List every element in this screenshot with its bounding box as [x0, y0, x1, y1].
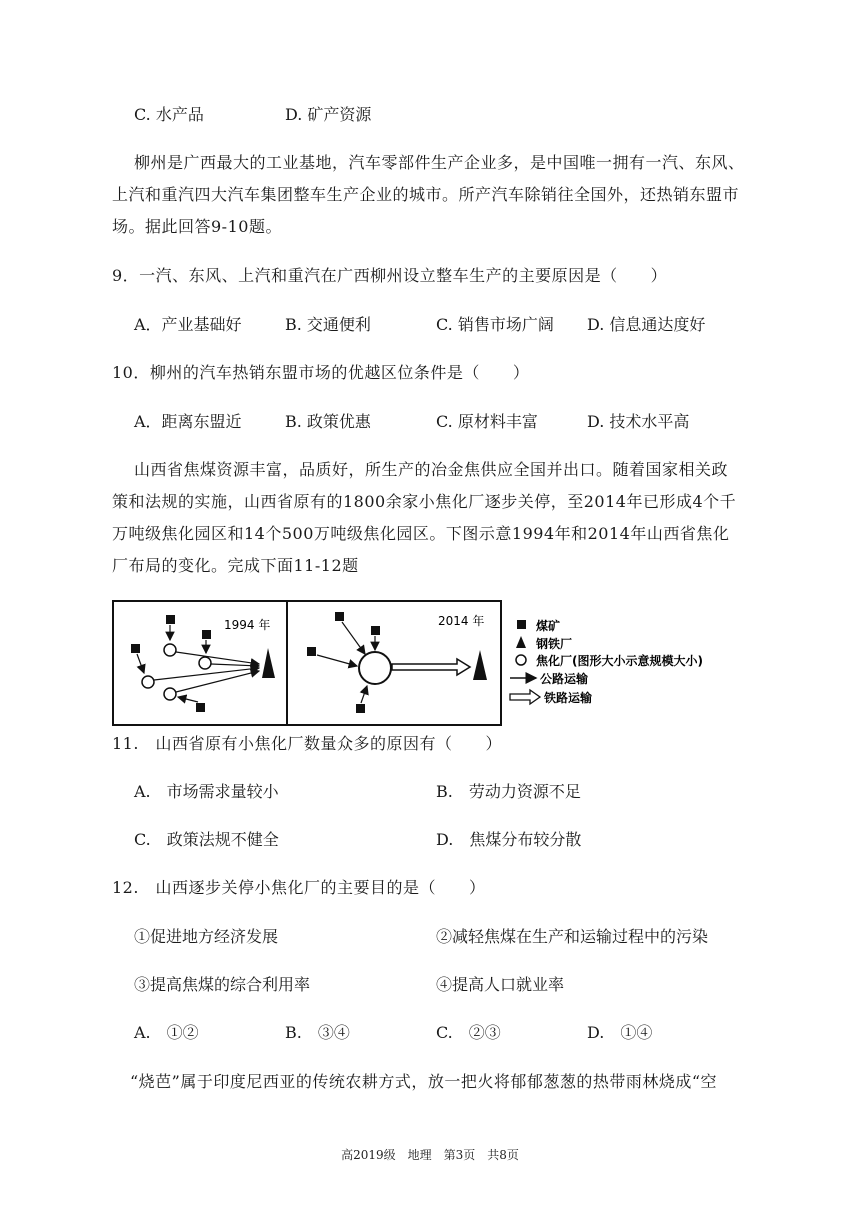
- q12-option-b: B. ③④: [285, 1023, 350, 1042]
- q12-item-1: ①促进地方经济发展: [134, 927, 279, 946]
- q9-option-d: D. 信息通达度好: [587, 315, 706, 334]
- coking-plant-icon: [359, 652, 391, 684]
- q10-option-c: C. 原材料丰富: [436, 412, 538, 431]
- q11-option-a: A. 市场需求量较小: [134, 782, 279, 801]
- coal-mine-icon: [335, 612, 344, 621]
- question-10-stem: 10．柳州的汽车热销东盟市场的优越区位条件是（ ）: [112, 363, 530, 382]
- legend-coal-mine: 煤矿: [536, 619, 561, 633]
- q10-option-a: A．距离东盟近: [134, 412, 242, 431]
- q12-option-a: A. ①②: [134, 1023, 199, 1042]
- passage1-line: 柳州是广西最大的工业基地，汽车零部件生产企业多，是中国唯一拥有一汽、东风、: [134, 153, 745, 172]
- q12-option-c: C. ②③: [436, 1023, 501, 1042]
- coking-plant-icon: [164, 688, 176, 700]
- q10-option-d: D. 技术水平高: [587, 412, 690, 431]
- coal-mine-icon: [307, 647, 316, 656]
- coking-plant-icon: [164, 644, 176, 656]
- passage2-line: 厂布局的变化。完成下面11-12题: [112, 556, 359, 575]
- coal-mine-icon: [371, 626, 380, 635]
- panel-1994-label: 1994 年: [224, 618, 271, 632]
- coal-mine-icon: [166, 615, 175, 624]
- option-d: D. 矿产资源: [285, 105, 372, 124]
- coking-plant-layout-figure: [112, 600, 760, 726]
- question-12-stem: 12. 山西逐步关停小焦化厂的主要目的是（ ）: [112, 878, 486, 897]
- steel-plant-icon: [516, 636, 526, 648]
- q9-option-b: B. 交通便利: [285, 315, 371, 334]
- question-9-stem: 9．一汽、东风、上汽和重汽在广西柳州设立整车生产的主要原因是（ ）: [112, 266, 668, 285]
- q11-option-b: B. 劳动力资源不足: [436, 782, 581, 801]
- coal-mine-icon: [131, 644, 140, 653]
- legend-road: 公路运输: [540, 672, 589, 686]
- q12-item-3: ③提高焦煤的综合利用率: [134, 975, 311, 994]
- q9-option-c: C. 销售市场广阔: [436, 315, 554, 334]
- q12-item-4: ④提高人口就业率: [436, 975, 565, 994]
- legend: [510, 618, 703, 705]
- coal-mine-icon: [517, 620, 526, 629]
- coal-mine-icon: [356, 704, 365, 713]
- panel-2014-label: 2014 年: [438, 614, 485, 628]
- legend-rail: 铁路运输: [544, 691, 593, 705]
- legend-steel-plant: 钢铁厂: [536, 637, 573, 651]
- option-c: C. 水产品: [134, 105, 204, 124]
- passage2-line: 山西省焦煤资源丰富，品质好，所生产的冶金焦供应全国并出口。随着国家相关政: [134, 460, 729, 479]
- coking-plant-icon: [516, 655, 526, 665]
- q11-option-d: D. 焦煤分布较分散: [436, 830, 582, 849]
- passage2-line: 万吨级焦化园区和14个500万吨级焦化园区。下图示意1994年和2014年山西省焦化: [112, 524, 730, 543]
- passage1-line: 场。据此回答9-10题。: [112, 217, 282, 236]
- rail-arrow-icon: [510, 690, 540, 704]
- coal-mine-icon: [196, 703, 205, 712]
- passage3-line: “烧芭”属于印度尼西亚的传统农耕方式，放一把火将郁郁葱葱的热带雨林烧成“空: [130, 1072, 718, 1091]
- q12-option-d: D. ①④: [587, 1023, 653, 1042]
- passage1-line: 上汽和重汽四大汽车集团整车生产企业的城市。所产汽车除销往全国外，还热销东盟市: [112, 185, 740, 204]
- q10-option-b: B. 政策优惠: [285, 412, 371, 431]
- coking-plant-icon: [142, 676, 154, 688]
- page-footer: 高2019级 地理 第3页 共8页: [341, 1148, 519, 1162]
- q12-item-2: ②减轻焦煤在生产和运输过程中的污染: [436, 927, 709, 946]
- question-11-stem: 11. 山西省原有小焦化厂数量众多的原因有（ ）: [112, 734, 502, 753]
- passage2-line: 策和法规的实施，山西省原有的1800余家小焦化厂逐步关停，至2014年已形成4个千: [112, 492, 737, 511]
- q11-option-c: C. 政策法规不健全: [134, 830, 279, 849]
- coking-plant-icon: [199, 657, 211, 669]
- q9-option-a: A．产业基础好: [134, 315, 242, 334]
- legend-coking-plant: 焦化厂(图形大小示意规模大小): [536, 654, 703, 668]
- coal-mine-icon: [202, 630, 211, 639]
